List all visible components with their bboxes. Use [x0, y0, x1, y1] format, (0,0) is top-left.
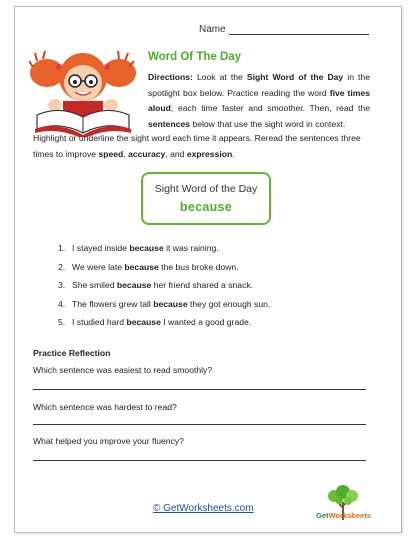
sentence-text: I stayed inside: [72, 243, 130, 253]
sight-word-highlight: because: [129, 243, 164, 253]
sentence-text: I wanted a good grade.: [160, 317, 252, 327]
directions-part: Highlight or underline the sight word each time it appears. Reread the sentences three times to improve: [33, 133, 361, 159]
item-number: 1.: [58, 243, 66, 253]
name-label: Name: [199, 24, 226, 35]
directions-label: Directions:: [148, 72, 193, 82]
directions-part: ,: [123, 148, 129, 159]
sentence-text: they got enough sun.: [187, 298, 271, 309]
sentence-text: The flowers grew tall: [72, 298, 154, 309]
item-number: 4.: [58, 298, 66, 309]
item-number: 5.: [58, 317, 66, 327]
list-item: [58, 243, 270, 262]
item-number: 2.: [58, 261, 66, 272]
sentence-text: the bus broke down.: [158, 261, 239, 272]
directions-part: below that use the sight word in context.: [190, 118, 346, 129]
directions-bold: five times aloud: [148, 87, 370, 113]
directions-bold: Sight Word of the Day: [246, 72, 344, 82]
sight-word-highlight: because: [116, 280, 152, 290]
item-number: 3.: [58, 280, 66, 290]
sentence-text: I studied hard: [72, 317, 127, 327]
list-item: [58, 262, 270, 281]
directions-part: in the spotlight box below. Practice reading the word: [148, 72, 370, 98]
list-item: [58, 317, 270, 336]
name-line[interactable]: [229, 25, 369, 35]
sight-word-highlight: because: [126, 317, 161, 327]
answer-line-3[interactable]: [33, 460, 366, 461]
directions-part: .: [232, 148, 235, 159]
directions-part: Look at the: [192, 72, 247, 82]
directions-part: ; each time faster and smoother. Then, read the: [170, 103, 370, 113]
sight-word: because: [179, 200, 233, 214]
sentence-text: We were late: [72, 261, 125, 272]
sight-word-label: Sight Word of the Day: [154, 183, 258, 195]
sentence-text: She smiled: [72, 280, 117, 290]
sentence-text: it was raining.: [163, 243, 219, 253]
directions-bold: expression: [186, 148, 233, 159]
directions-bold: sentences: [148, 118, 191, 129]
sentence-text: her friend shared a snack.: [151, 280, 254, 290]
sight-word-box: [141, 172, 271, 225]
reflection-title: Practice Reflection: [33, 348, 111, 358]
directions-bold: accuracy: [128, 148, 166, 159]
logo-text-worksheets: Worksheets: [328, 511, 371, 520]
name-field[interactable]: [199, 24, 369, 35]
worksheet-title: Word Of The Day: [148, 51, 242, 63]
directions-text: [148, 70, 370, 132]
sight-word-highlight: because: [124, 261, 159, 272]
reflection-question-3: What helped you improve your fluency?: [33, 436, 184, 446]
reflection-question-2: Which sentence was hardest to read?: [33, 402, 177, 412]
directions-bold: speed: [98, 148, 124, 159]
logo-text-get: Get: [316, 511, 329, 520]
sentence-list: [58, 243, 270, 336]
directions-text-continued: [33, 131, 370, 162]
directions-part: , and: [165, 148, 187, 159]
getworksheets-logo-text: [316, 511, 371, 520]
sight-word-highlight: because: [153, 298, 188, 309]
girl-reading-illustration: [29, 45, 137, 137]
list-item: [58, 280, 270, 299]
answer-line-2[interactable]: [33, 424, 366, 425]
reflection-question-1: Which sentence was easiest to read smoothly?: [33, 365, 213, 375]
list-item: [58, 299, 270, 318]
answer-line-1[interactable]: [33, 389, 366, 390]
getworksheets-link[interactable]: © GetWorksheets.com: [153, 503, 254, 514]
